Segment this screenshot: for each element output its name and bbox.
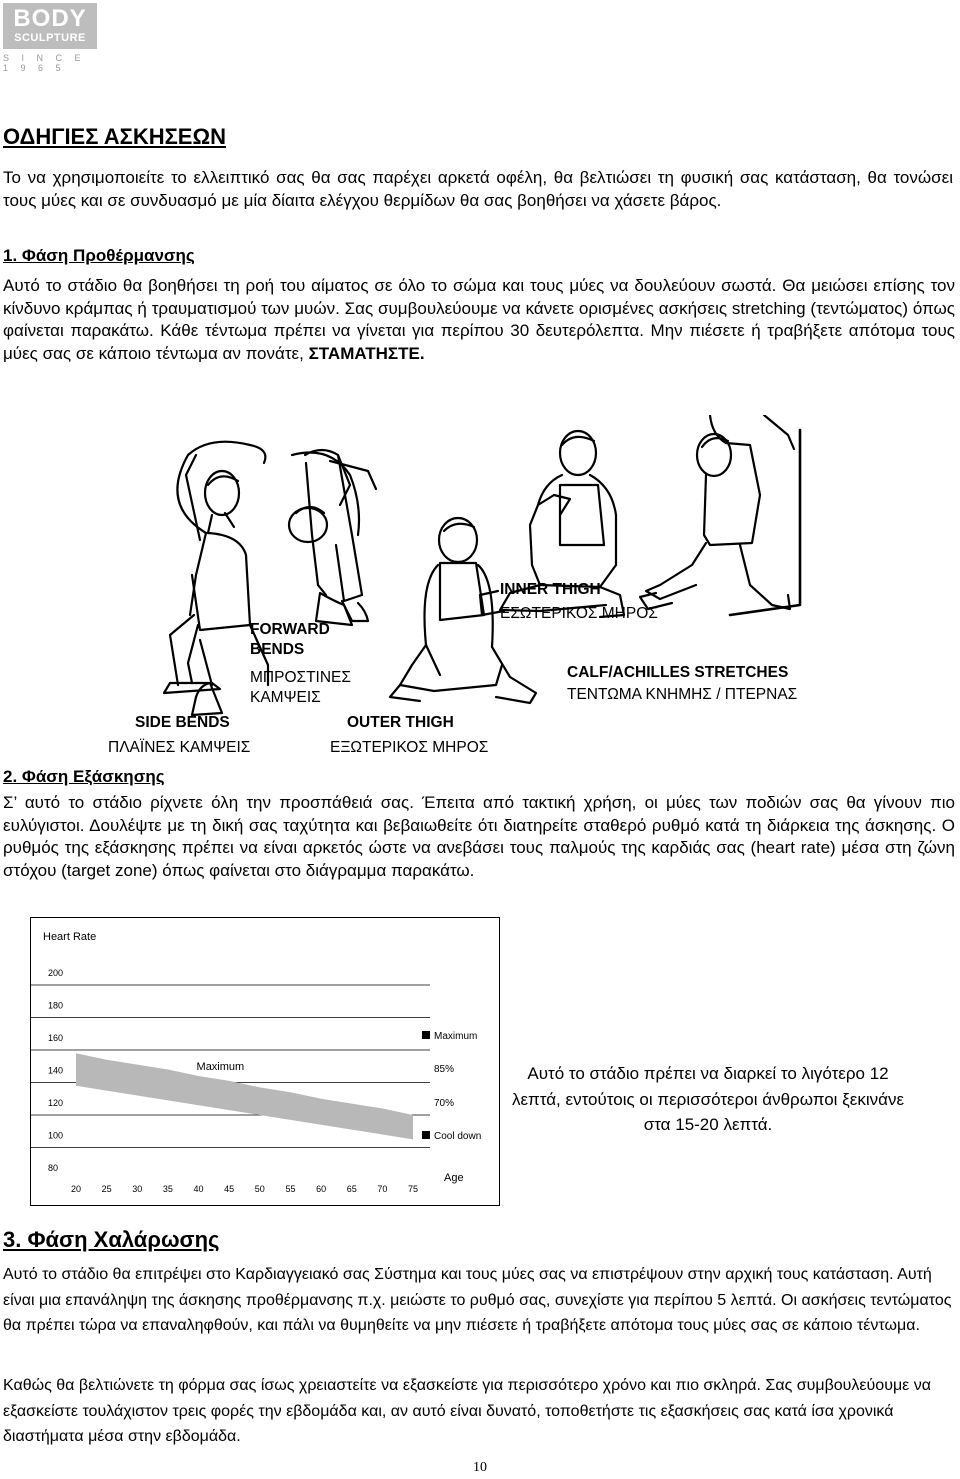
heart-rate-chart	[30, 917, 500, 1207]
x-tick-label: 30	[132, 1184, 143, 1194]
x-tick-label: 55	[285, 1184, 296, 1194]
label-forward-gr: ΜΠΡΟΣΤΙΝΕΣ ΚΑΜΨΕΙΣ	[250, 669, 351, 706]
phase1-heading: 1. Φάση Προθέρμανσης	[3, 246, 195, 265]
y-tick-label: 140	[48, 1065, 64, 1076]
band-label: Maximum	[196, 1061, 245, 1073]
x-tick-label: 60	[316, 1184, 327, 1194]
phase3-paragraph-1: Αυτό το στάδιο θα επιτρέψει στο Καρδιαγγειακό σας Σύστημα και τους μύες σας να επιστρέψουν στην αρχική τους κατάσταση. Αυτή είναι μια επανάληψη της άσκησης προθέρμανσης π.χ. μειώστε το ρυθμό σας, συνεχίστε για περίπου 5 λεπτά. Οι ασκήσεις τεντώματος θα πρέπει τώρα να επαναληφθούν, και πάλι να θυμηθείτε να μην πιέσετε ή τραβήξετε απότομα τους μύες σας σε κάποιο τέντωμα.	[3, 1266, 952, 1335]
x-tick-label: 65	[346, 1184, 357, 1194]
page-number: 10	[473, 1460, 487, 1475]
label-calf-gr: ΤΕΝΤΩΜΑ ΚΝΗΜΗΣ / ΠΤΕΡΝΑΣ	[567, 686, 798, 703]
phase2-heading: 2. Φάση Εξάσκησης	[3, 767, 165, 786]
logo-badge	[3, 3, 97, 49]
stretching-illustrations	[100, 415, 830, 760]
label-side-gr: ΠΛΑΪΝΕΣ ΚΑΜΨΕΙΣ	[108, 739, 251, 756]
logo-since: S I N C E 1 9 6 5	[3, 53, 86, 73]
legend-label: 70%	[434, 1098, 455, 1109]
label-forward-en: FORWARD BENDS	[250, 621, 330, 658]
label-inner-gr: ΕΣΩΤΕΡΙΚΟΣ ΜΗΡΟΣ	[500, 605, 658, 622]
y-tick-label: 180	[48, 1000, 64, 1011]
label-outer-gr: ΕΞΩΤΕΡΙΚΟΣ ΜΗΡΟΣ	[330, 739, 489, 756]
forward-bend-figure	[289, 450, 376, 625]
legend-label: Cool down	[434, 1131, 482, 1142]
x-tick-label: 70	[377, 1184, 388, 1194]
phase1-stop: ΣΤΑΜΑΤΗΣΤΕ.	[308, 343, 425, 363]
label-side-en: SIDE BENDS	[135, 714, 230, 731]
chart-ylabel: Heart Rate	[43, 931, 97, 943]
logo-text-body: BODY	[13, 5, 87, 32]
x-tick-label: 40	[193, 1184, 204, 1194]
phase1-paragraph	[3, 275, 955, 365]
x-tick-label: 45	[224, 1184, 235, 1194]
y-tick-label: 100	[48, 1130, 64, 1141]
chart-xlabel: Age	[444, 1172, 464, 1184]
x-tick-label: 35	[162, 1184, 173, 1194]
calf-stretch-figure	[640, 415, 800, 615]
page-title: ΟΔΗΓΙΕΣ ΑΣΚΗΣΕΩΝ	[3, 124, 226, 149]
x-tick-label: 75	[407, 1184, 419, 1194]
legend-label: Maximum	[434, 1031, 478, 1042]
label-inner-en: INNER THIGH	[500, 581, 601, 598]
legend-marker	[422, 1131, 430, 1139]
phase3-paragraph-2: Καθώς θα βελτιώνετε τη φόρμα σας ίσως χρειαστείτε να εξασκείστε για περισσότερο χρόνο και πιο σκληρά. Σας συμβουλεύουμε να εξασκείστε τουλάχιστον τρεις φορές την εβδομάδα και, αν αυτό είναι δυνατό, τοποθετήστε τις εξασκήσεις σας κατά ίσα χρονικά διαστήματα μέσα στην εβδομάδα.	[3, 1377, 931, 1446]
y-tick-label: 160	[48, 1033, 64, 1043]
brand-logo	[3, 3, 97, 73]
y-tick-label: 80	[48, 1163, 59, 1173]
phase1-text: Αυτό το στάδιο θα βοηθήσει τη ροή του αίματος σε όλο το σώμα και τους μύες να δουλεύουν σωστά. Θα μειώσει επίσης τον κίνδυνο κράμπας ή τραυματισμού των μυών. Σας συμβουλεύουμε να κάνετε ορισμένες ασκήσεις stretching (τεντώματος) όπως φαίνεται παρακάτω. Κάθε τέντωμα πρέπει να γίνεται για περίπου 30 δευτερόλεπτα. Μην πιέσετε ή τραβήξετε απότομα τους μύες σας σε κάποιο τέντωμα αν πονάτε,	[3, 276, 955, 363]
x-tick-label: 25	[101, 1184, 112, 1194]
legend-label: 85%	[434, 1064, 455, 1075]
y-tick-label: 200	[48, 968, 64, 978]
label-outer-en: OUTER THIGH	[347, 714, 454, 731]
chart-note: Αυτό το στάδιο πρέπει να διαρκεί το λιγότερο 12 λεπτά, εντούτοις οι περισσότεροι άνθρωποι ξεκινάνε στα 15-20 λεπτά.	[511, 1064, 905, 1134]
intro-paragraph: Το να χρησιμοποιείτε το ελλειπτικό σας θα σας παρέχει αρκετά οφέλη, θα βελτιώσει τη φυσική σας κατάσταση, θα τονώσει τους μύες και σε συνδυασμό με μία δίαιτα ελέγχου θερμίδων θα σας βοηθήσει να χάσετε βάρος.	[3, 168, 953, 210]
phase3-heading: 3. Φάση Χαλάρωσης	[3, 1227, 220, 1252]
legend-marker	[422, 1031, 430, 1039]
phase2-paragraph: Σ’ αυτό το στάδιο ρίχνετε όλη την προσπάθειά σας. Έπειτα από τακτική χρήση, οι μύες των ποδιών σας θα γίνουν πιο ευλύγιστοι. Δουλέψτε με τη δική σας ταχύτητα και βεβαιωθείτε ότι διατηρείτε σταθερό ρυθμό κατά τη διάρκεια της άσκησης. Ο ρυθμός της εξάσκησης πρέπει να είναι αρκετός ώστε να ανεβάσει τους παλμούς της καρδιάς σας (heart rate) μέσα στη ζώνη στόχου (target zone) όπως φαίνεται στο διάγραμμα παρακάτω.	[3, 793, 955, 880]
logo-text-sculpture: SCULPTURE	[14, 32, 86, 44]
x-tick-label: 50	[254, 1184, 265, 1194]
y-tick-label: 120	[48, 1098, 64, 1108]
label-calf-en: CALF/ACHILLES STRETCHES	[567, 664, 789, 681]
x-tick-label: 20	[70, 1184, 82, 1194]
